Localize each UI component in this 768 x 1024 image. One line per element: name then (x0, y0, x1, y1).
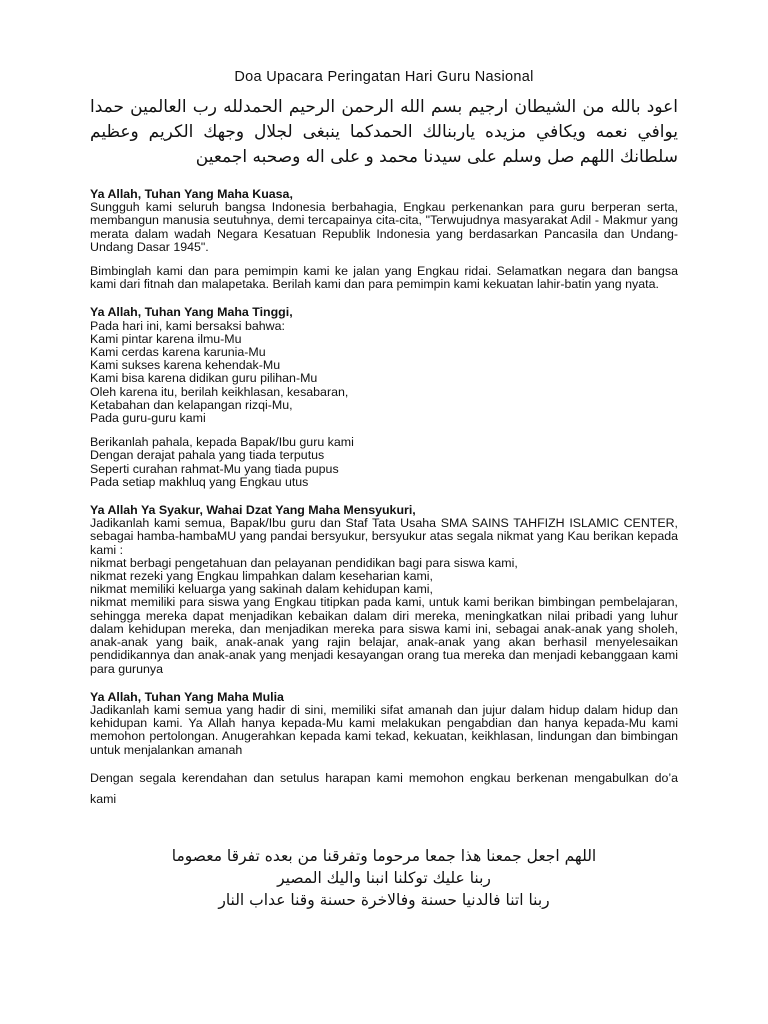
section4-paragraph-2: Dengan segala kerendahan dan setulus harapan kami memohon engkau berkenan mengabulkan do’a kami (90, 770, 678, 806)
document-body (90, 188, 678, 810)
list-item: nikmat rezeki yang Engkau limpahkan dalam keseharian kami, (90, 569, 433, 584)
section3-items (90, 557, 678, 597)
document-title: Doa Upacara Peringatan Hari Guru Nasional (234, 69, 534, 85)
section4-paragraph-1: Jadikanlah kami semua yang hadir di sini, memiliki sifat amanah dan jujur dalam hidup dalam hidup dan kehidupan kami. Ya Allah hanya kepada-Mu kami melakukan pengabdian dan hanya kepada-Mu kami memohon pertolongan. Anugerahkan kepada kami tekad, kekuatan, keikhlasan, lindungan dan bimbingan untuk menjalankan amanah (90, 702, 678, 757)
section4-heading: Ya Allah, Tuhan Yang Maha Mulia (90, 689, 284, 704)
text-line: Ketabahan dan kelapangan rizqi-Mu, (90, 397, 293, 412)
section3-paragraph-1: Jadikanlah kami semua, Bapak/Ibu guru dan Staf Tata Usaha SMA SAINS TAHFIZH ISLAMIC CENTER, sebagai hamba-hambaMU yang pandai bersyukur, bersyukur atas segala nikmat yang Kau berikan kepada kami : (90, 516, 678, 557)
section1-paragraph-1: Sungguh kami seluruh bangsa Indonesia berbahagia, Engkau perkenankan para guru berperan serta, membangun manusia seutuhnya, demi tercapainya cita-cita, "Terwujudnya masyarakat Adil - Makmur yang merata dalam wadah Negara Kesatuan Republik Indonesia yang berdasarkan Pancasila dan Undang-Undang Dasar 1945". (90, 200, 678, 254)
arabic-closing-line: ربنا عليك توكلنا انبنا واليك المصير (277, 869, 491, 887)
text-line: Oleh karena itu, berilah keikhlasan, kesabaran, (90, 384, 349, 399)
text-line: Kami pintar karena ilmu-Mu (90, 331, 242, 346)
section3-heading: Ya Allah Ya Syakur, Wahai Dzat Yang Maha Mensyukuri, (90, 503, 416, 518)
text-line: Berikanlah pahala, kepada Bapak/Ibu guru kami (90, 435, 354, 450)
text-line: Pada guru-guru kami (90, 411, 206, 426)
list-item: nikmat memiliki keluarga yang sakinah dalam kehidupan kami, (90, 582, 433, 597)
section2-lines-1 (90, 320, 678, 426)
text-line: Pada setiap makhluq yang Engkau utus (90, 474, 309, 489)
arabic-closing-line: اللهم اجعل جمعنا هذا جمعا مرحوما وتفرقنا من بعده تفرقا معصوما (171, 847, 597, 865)
arabic-closing-prayer (90, 845, 678, 911)
list-item: nikmat berbagi pengetahuan dan pelayanan pendidikan bagi para siswa kami, (90, 555, 518, 570)
section2-heading: Ya Allah, Tuhan Yang Maha Tinggi, (90, 305, 293, 320)
text-line: Kami bisa karena didikan guru pilihan-Mu (90, 371, 318, 386)
section3-paragraph-2: nikmat memiliki para siswa yang Engkau titipkan pada kami, untuk kami berikan bimbingan pembelajaran, sehingga mereka dapat menjadikan kebaikan dalam diri mereka, meningkatkan nilai pribadi yang luhur dalam kehidupan mereka, dan menjadikan mereka para siswa kami ini, sebagai anak-anak yang sholeh, anak-anak yang baik, anak-anak yang rajin belajar, anak-anak yang akan berhasil menyelesaikan pendidikannya dan anak-anak yang menjadi kesayangan orang tua mereka dan menjadi kebanggaan kami para gurunya (90, 595, 678, 676)
section1-heading: Ya Allah, Tuhan Yang Maha Kuasa, (90, 187, 293, 201)
section2-lines-2 (90, 436, 678, 489)
text-line: Seperti curahan rahmat-Mu yang tiada pupus (90, 461, 339, 476)
arabic-closing-line: ربنا اتنا فالدنيا حسنة وفالاخرة حسنة وقنا عداب النار (218, 891, 550, 909)
text-line: Kami cerdas karena karunia-Mu (90, 345, 266, 360)
section1-paragraph-2: Bimbinglah kami dan para pemimpin kami ke jalan yang Engkau ridai. Selamatkan negara dan bangsa kami dari fitnah dan malapetaka. Berilah kami dan para pemimpin kami kekuatan lahir-batin yang nyata. (90, 264, 678, 292)
text-line: Pada hari ini, kami bersaksi bahwa: (90, 318, 285, 333)
text-line: Kami sukses karena kehendak-Mu (90, 358, 281, 373)
arabic-opening-prayer: اعود بالله من الشيطان ارجيم بسم الله الرحمن الرحيم الحمدلله رب العالمين حمدا يوافي نعمه ويكافي مزيده ياربنالك الحمدكما ينبغى لجلال وجهك الكريم وعظيم سلطانك اللهم صل وسلم على سيدنا محمد و على اله وصحبه اجمعين (90, 97, 678, 167)
text-line: Dengan derajat pahala yang tiada terputus (90, 448, 325, 463)
